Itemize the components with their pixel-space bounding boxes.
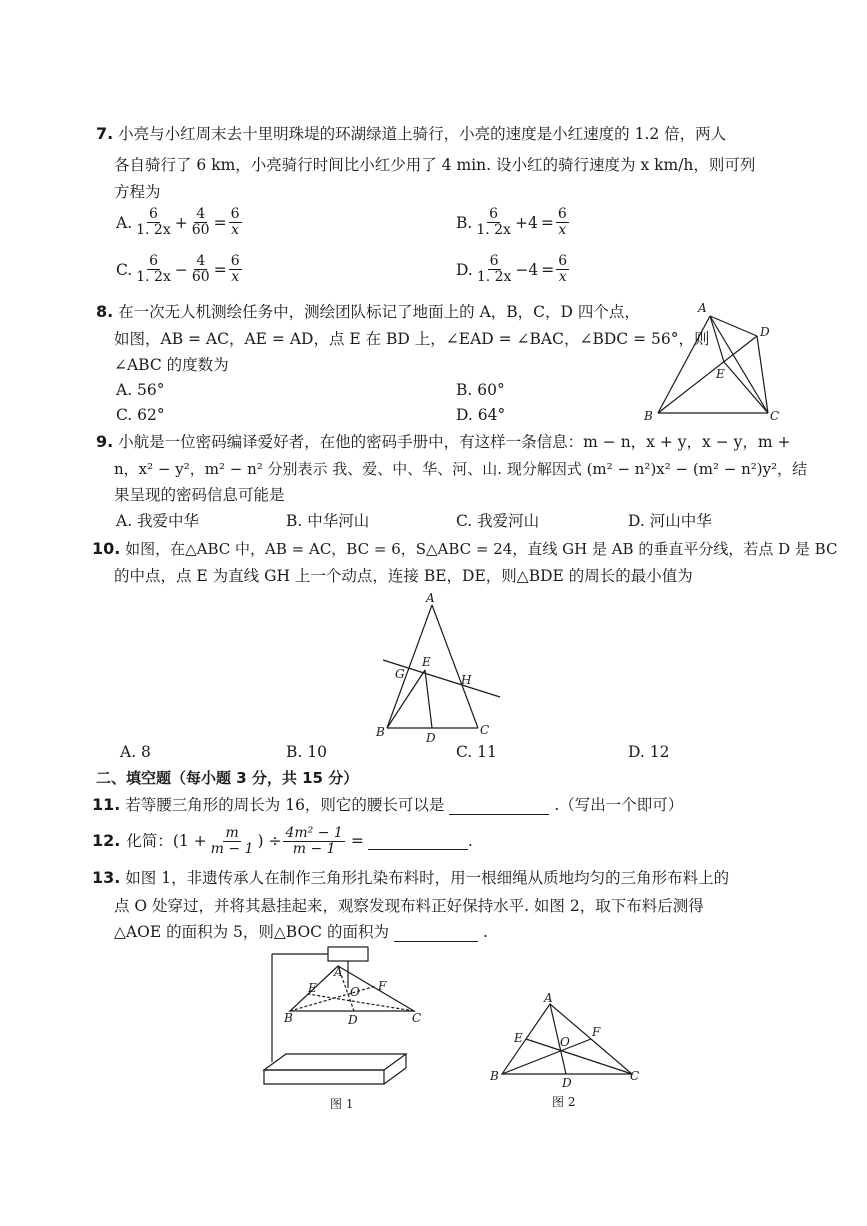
q7-option-a[interactable]: A. $\frac{6}{1. 2x}$ + $\frac{4}{60}$ = $\frac{6}{x}$: [116, 206, 240, 238]
segment-ab: [658, 316, 710, 413]
q12-number: 12.: [92, 831, 121, 850]
label-f: F: [378, 979, 387, 993]
q9-option-d[interactable]: D. 河山中华: [628, 512, 712, 530]
label-d: D: [760, 325, 770, 339]
q10-line2: 的中点，点 E 为直线 GH 上一个动点，连接 BE，DE，则△BDE 的周长的最小值为: [114, 567, 693, 585]
q8-option-b[interactable]: B. 60°: [456, 381, 505, 399]
label-c: C: [770, 409, 780, 423]
label-a: A: [426, 591, 435, 605]
segment-de: [425, 670, 432, 728]
q9-option-a[interactable]: A. 我爱中华: [116, 512, 200, 530]
label-c: C: [480, 723, 490, 737]
q9-line1: [96, 432, 790, 452]
fraction: $\frac{m}{m - 1}$: [210, 824, 254, 857]
q7-option-c-label: C.: [116, 260, 133, 279]
label-a: A: [544, 991, 553, 1005]
q13-line1: [92, 868, 729, 888]
q9-line3: 果呈现的密码信息可能是: [114, 486, 285, 504]
fraction: $\frac{6}{x}$: [558, 253, 568, 285]
segment-bd: [658, 336, 757, 413]
q10-line1: [92, 539, 837, 559]
q13-line2: 点 O 处穿过，并将其悬挂起来，观察发现布料正好保持水平. 如图 2，取下布料后测得: [114, 897, 704, 915]
q11-tail: .（写出一个即可）: [554, 796, 684, 814]
q10-option-d[interactable]: D. 12: [628, 743, 670, 761]
label-f: F: [592, 1025, 601, 1039]
q9-number: 9.: [96, 432, 114, 451]
q7-option-d[interactable]: D. $\frac{6}{1. 2x}$ −4 = $\frac{6}{x}$: [456, 253, 568, 285]
q7-text-1: 小亮与小红周末去十里明珠堤的环湖绿道上骑行，小亮的速度是小红速度的 1.2 倍，两人: [118, 125, 727, 143]
fraction: $\frac{6}{1. 2x}$: [476, 253, 512, 285]
q13-line3: △AOE 的面积为 5，则△BOC 的面积为 .: [114, 923, 488, 941]
label-d: D: [348, 1013, 358, 1027]
hanger-box: [328, 947, 368, 961]
label-b: B: [644, 409, 653, 423]
q12-eq: =: [350, 832, 364, 850]
q7-line3: 方程为: [114, 183, 161, 201]
q11-answer-blank[interactable]: [449, 798, 549, 815]
q10-figure: [370, 590, 510, 750]
segment-be: [387, 670, 425, 728]
fraction: $\frac{6}{x}$: [557, 206, 567, 238]
q12-answer-blank[interactable]: [368, 833, 468, 850]
q9-option-b[interactable]: B. 中华河山: [286, 512, 370, 530]
segment-ae: [710, 316, 724, 362]
q13-figure-2: [486, 990, 646, 1110]
q8-figure: [640, 296, 790, 426]
q8-line2: 如图，AB = AC，AE = AD，点 E 在 BD 上，∠EAD = ∠BAC，∠BDC = 56°，则: [114, 330, 710, 348]
q7-option-c[interactable]: C. $\frac{6}{1. 2x}$ − $\frac{4}{60}$ = $\frac{6}{x}$: [116, 253, 240, 285]
segment-ad: [710, 316, 757, 336]
fraction: $\frac{\text{4m² − 1}}{m - 1}$: [285, 824, 343, 857]
q8-line3: ∠ABC 的度数为: [114, 356, 229, 374]
segment-ac: [432, 605, 478, 728]
base-front: [264, 1070, 384, 1084]
figure-1-caption: 图 1: [330, 1097, 354, 1111]
q10-text-1: 如图，在△ABC 中，AB = AC，BC = 6，S△ABC = 24，直线 GH 是 AB 的垂直平分线，若点 D 是 BC: [125, 540, 838, 558]
label-h: H: [461, 673, 472, 687]
label-a: A: [698, 301, 707, 315]
label-b: B: [490, 1069, 499, 1083]
q13-answer-blank[interactable]: [394, 925, 478, 942]
label-g: G: [395, 667, 405, 681]
q12-line: [92, 822, 473, 860]
fraction: $\frac{6}{1. 2x}$: [476, 206, 511, 238]
q11-text: 若等腰三角形的周长为 16，则它的腰长可以是: [125, 796, 445, 814]
fraction: $\frac{6}{x}$: [230, 206, 240, 238]
section-2-title: 二、填空题（每小题 3 分，共 15 分）: [96, 769, 359, 787]
label-e: E: [308, 981, 317, 995]
q7-number: 7.: [96, 124, 114, 143]
q9-option-c[interactable]: C. 我爱河山: [456, 512, 540, 530]
q11-line: [92, 795, 683, 815]
q7-line2: 各自骑行了 6 km，小亮骑行时间比小红少用了 4 min. 设小红的骑行速度为 x km/h，则可列: [114, 156, 756, 174]
label-e: E: [514, 1031, 523, 1045]
label-d: D: [426, 731, 436, 745]
fraction: $\frac{4}{60}$: [191, 253, 210, 285]
label-e: E: [422, 655, 431, 669]
q7-option-b-label: B.: [456, 213, 473, 232]
label-c: C: [412, 1011, 422, 1025]
q8-line1: [96, 302, 640, 322]
q8-number: 8.: [96, 302, 114, 321]
label-o: O: [560, 1035, 570, 1049]
label-c: C: [630, 1069, 640, 1083]
q7-option-a-label: A.: [116, 213, 133, 232]
q9-line2: n，x² − y²，m² − n² 分别表示 我、爱、中、华、河、山. 现分解因式 (m² − n²)x² − (m² − n²)y²，结: [114, 460, 808, 478]
q8-option-a[interactable]: A. 56°: [116, 381, 165, 399]
q10-option-b[interactable]: B. 10: [286, 743, 327, 761]
label-a: A: [334, 965, 343, 979]
label-b: B: [376, 725, 385, 739]
fraction: $\frac{6}{1. 2x}$: [136, 253, 171, 285]
q8-option-c[interactable]: C. 62°: [116, 406, 165, 424]
q13-number: 13.: [92, 868, 121, 887]
q8-option-d[interactable]: D. 64°: [456, 406, 506, 424]
q7-line1: [96, 124, 726, 144]
q10-option-a[interactable]: A. 8: [120, 743, 151, 761]
q9-text-1: 小航是一位密码编译爱好者，在他的密码手册中，有这样一条信息：m − n，x + y，x − y，m +: [118, 433, 791, 451]
fraction: $\frac{6}{1. 2x}$: [136, 206, 171, 238]
q13-figure-1: [258, 944, 422, 1114]
q8-text-1: 在一次无人机测绘任务中，测绘团队标记了地面上的 A，B，C，D 四个点，: [118, 303, 640, 321]
fraction: $\frac{4}{60}$: [191, 206, 210, 238]
q12-mid: ) ÷: [257, 832, 282, 850]
base-block: [264, 1054, 406, 1070]
q12-tail: .: [467, 832, 473, 850]
q11-number: 11.: [92, 795, 121, 814]
q10-option-c[interactable]: C. 11: [456, 743, 497, 761]
q7-option-b[interactable]: B. $\frac{6}{1. 2x}$ +4 = $\frac{6}{x}$: [456, 206, 567, 238]
q12-prefix: 化简：(1 +: [126, 832, 207, 850]
label-e: E: [716, 367, 725, 381]
label-d: D: [562, 1076, 572, 1090]
q13-text-1: 如图 1，非遗传承人在制作三角形扎染布料时，用一根细绳从质地均匀的三角形布料上的: [125, 869, 730, 887]
q10-number: 10.: [92, 539, 121, 558]
figure-2-caption: 图 2: [552, 1095, 576, 1109]
label-o: O: [350, 985, 360, 999]
q7-option-d-label: D.: [456, 260, 473, 279]
label-b: B: [284, 1011, 293, 1025]
fraction: $\frac{6}{x}$: [230, 253, 240, 285]
